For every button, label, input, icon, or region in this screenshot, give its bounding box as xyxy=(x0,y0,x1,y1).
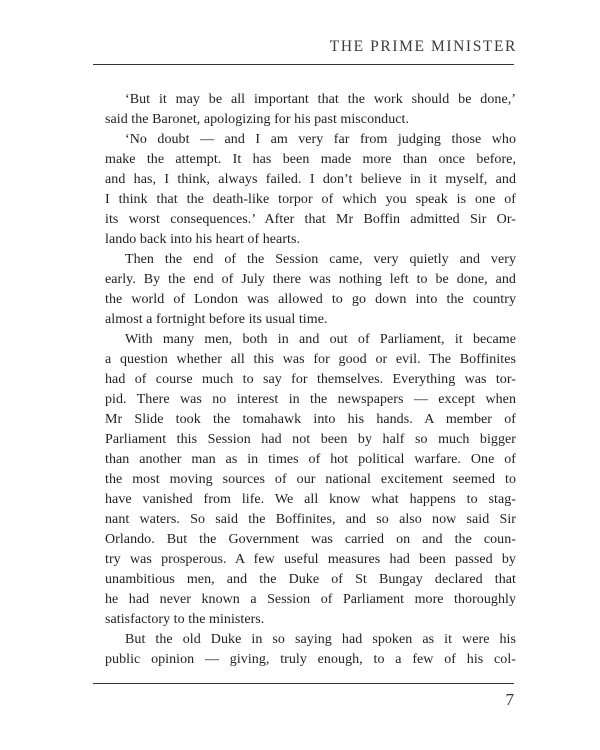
text-line: try was prosperous. A few useful measures had been passed by xyxy=(105,552,516,567)
running-head-title: THE PRIME MINISTER xyxy=(329,38,517,55)
text-line: Orlando. But the Government was carried on and the coun- xyxy=(105,532,516,547)
text-line: lando back into his heart of hearts. xyxy=(105,232,301,247)
text-line: the world of London was allowed to go down into the country xyxy=(105,292,516,307)
text-line: ‘But it may be all important that the work should be done,’ xyxy=(125,92,516,107)
header-rule xyxy=(93,64,514,65)
text-line: and has, I think, always failed. I don’t believe in it myself, and xyxy=(105,172,516,187)
text-line: almost a fortnight before its usual time. xyxy=(105,312,328,327)
text-line: nant waters. So said the Boffinites, and so also now said Sir xyxy=(105,512,516,527)
text-line: early. By the end of July there was nothing left to be done, and xyxy=(105,272,516,287)
text-line: public opinion — giving, truly enough, to a few of his col- xyxy=(105,652,516,667)
text-line: a question whether all this was for good or evil. The Boffinites xyxy=(105,352,516,367)
paragraph xyxy=(105,250,516,330)
text-line: But the old Duke in so saying had spoken as it were his xyxy=(125,632,516,647)
paragraph xyxy=(105,630,516,670)
text-line: Mr Slide took the tomahawk into his hands. A member of xyxy=(105,412,516,427)
text-line: have vanished from life. We all know what happens to stag- xyxy=(105,492,516,507)
paragraph xyxy=(105,90,516,130)
text-line: said the Baronet, apologizing for his past misconduct. xyxy=(105,112,410,127)
paragraph xyxy=(105,130,516,250)
text-line: ‘No doubt — and I am very far from judging those who xyxy=(125,132,516,147)
body-text xyxy=(105,90,516,670)
text-line: he had never known a Session of Parliament more thoroughly xyxy=(105,592,516,607)
text-line: With many men, both in and out of Parliament, it became xyxy=(125,332,516,347)
text-line: the most moving sources of our national excitement seemed to xyxy=(105,472,516,487)
text-line: than another man as in times of hot political warfare. One of xyxy=(105,452,516,467)
text-line: had of course much to say for themselves. Everything was tor- xyxy=(105,372,516,387)
text-line: Then the end of the Session came, very quietly and very xyxy=(125,252,516,267)
page-number: 7 xyxy=(505,690,514,709)
text-line: I think that the death-like torpor of which you speak is one of xyxy=(105,192,516,207)
text-line: pid. There was no interest in the newspapers — except when xyxy=(105,392,516,407)
text-line: satisfactory to the ministers. xyxy=(105,612,265,627)
footer-rule xyxy=(93,683,514,684)
text-line: unambitious men, and the Duke of St Bungay declared that xyxy=(105,572,516,587)
text-line: make the attempt. It has been made more than once before, xyxy=(105,152,516,167)
text-line: its worst consequences.’ After that Mr Boffin admitted Sir Or- xyxy=(105,212,516,227)
paragraph xyxy=(105,330,516,630)
text-line: Parliament this Session had not been by half so much bigger xyxy=(105,432,516,447)
